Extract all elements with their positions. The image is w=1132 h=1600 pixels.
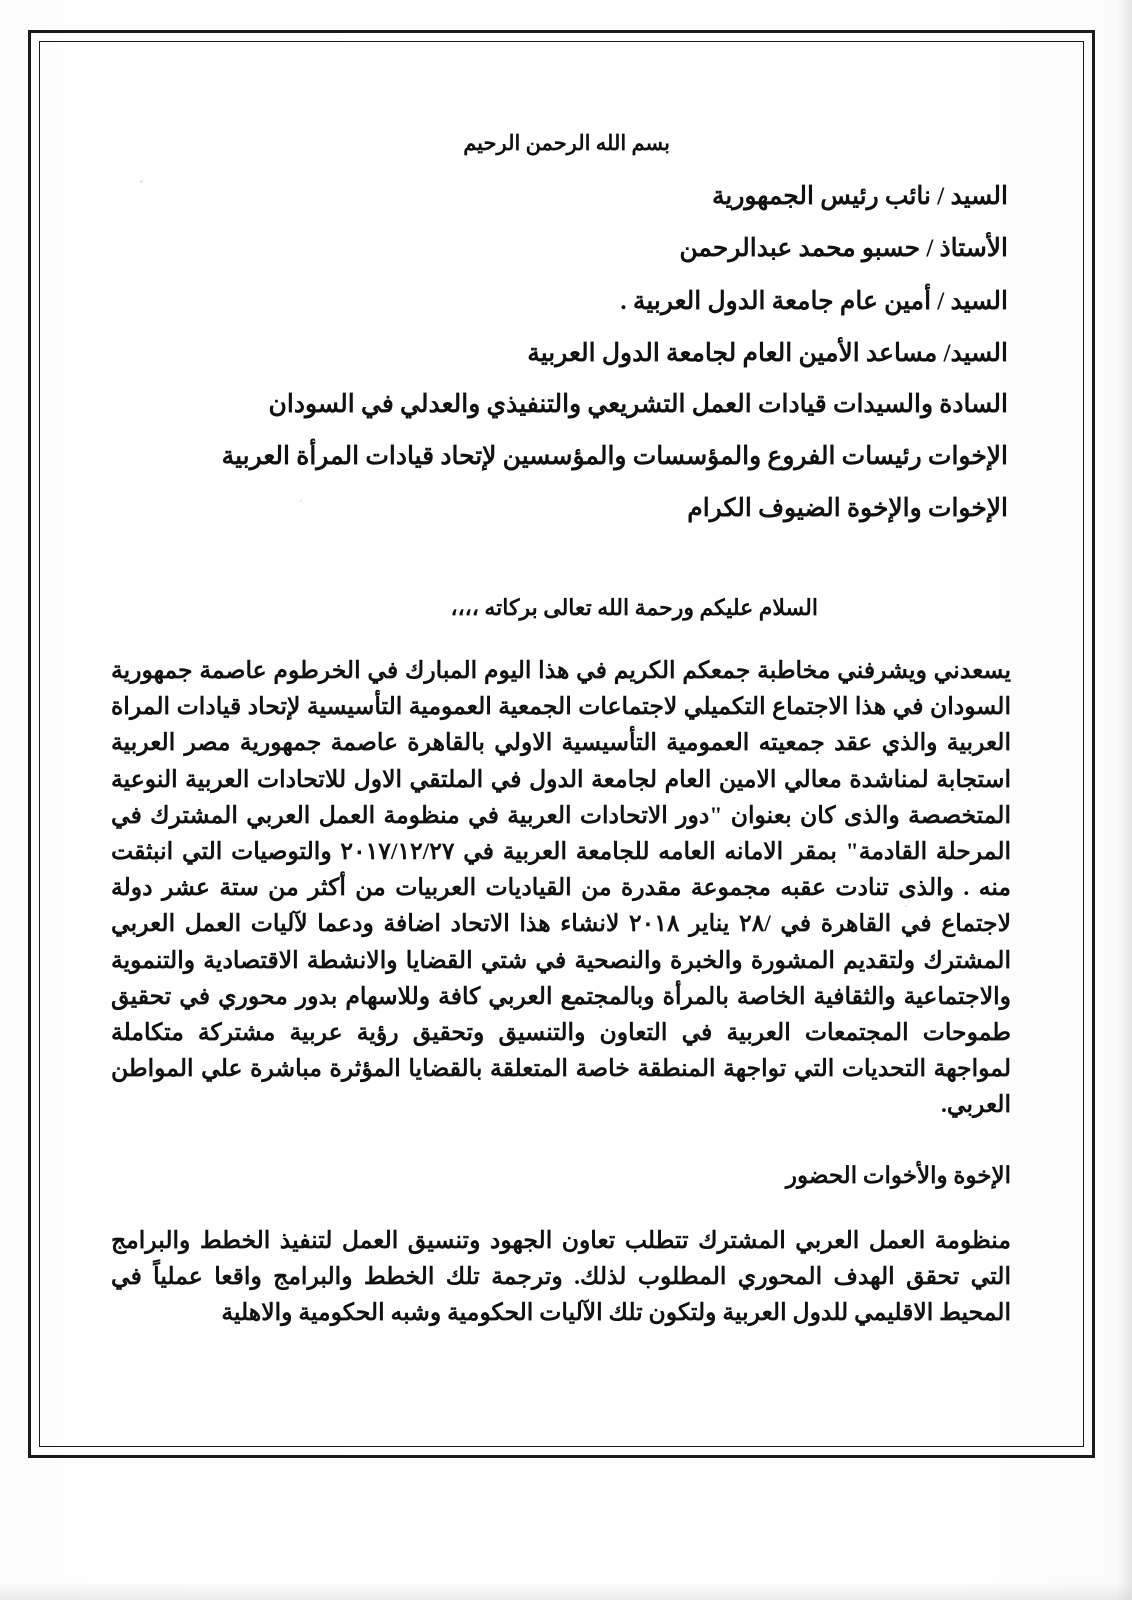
- basmala-line: بسم الله الرحمن الرحيم: [463, 131, 670, 155]
- scan-edge-shadow-right: [1116, 0, 1132, 1600]
- body-paragraph-second: منظومة العمل العربي المشترك تتطلب تعاون الجهود وتنسيق العمل لتنفيذ الخطط والبرامج التي تحقق الهدف المحوري المطلوب لذلك. وترجمة تلك الخطط والبرامج واقعا عملياً في المحيط الاقليمي للدول العربية ولتكون تلك الآليات الحكومية وشبه الحكومية والاهلية: [111, 1228, 1011, 1327]
- addressee-line-1: السيد / نائب رئيس الجمهورية: [711, 183, 1008, 210]
- scan-speck: [905, 905, 907, 907]
- addressee-line-5: السادة والسيدات قيادات العمل التشريعي والتنفيذي والعدلي في السودان: [268, 391, 1008, 418]
- document-content: [55, 55, 1068, 1433]
- addressee-line-7: الإخوات والإخوة الضيوف الكرام: [687, 495, 1008, 522]
- body-paragraph-main: يسعدني ويشرفني مخاطبة جمعكم الكريم في هذا اليوم المبارك في الخرطوم عاصمة جمهورية السودان في هذا الاجتماع التكميلي لاجتماعات الجمعية العمومية التأسيسية لإتحاد قيادات المراة العربية والذي عقد جمعيته العمومية التأسيسية الاولي بالقاهرة عاصمة جمهورية مصر العربية استجابة لمناشدة معالي الامين العام لجامعة الدول في الملتقي الاول للاتحادات العربية النوعية المتخصصة والذى كان بعنوان "دور الاتحادات العربية في منظومة العمل العربي المشترك في المرحلة القادمة" بمقر الامانه العامه للجامعة العربية في ٢٠١٧/١٢/٢٧ والتوصيات التي انبثقت منه . والذى تنادت عقبه مجموعة مقدرة من القياديات العربيات من أكثر من ستة عشر دولة لاجتماع في القاهرة في /٢٨ يناير ٢٠١٨ لانشاء هذا الاتحاد اضافة ودعما لآليات العمل العربي المشترك ولتقديم المشورة والخبرة والنصحية في شتي القضايا والانشطة الاقتصادية والتنموية والاجتماعية والثقافية الخاصة بالمرأة وبالمجتمع العربي كافة وللاسهام بدور محوري في تحقيق طموحات المجتمعات العربية في التعاون والتنسيق وتحقيق رؤية عربية مشتركة متكاملة لمواجهة التحديات التي تواجهة المنطقة خاصة المتعلقة بالقضايا المؤثرة مباشرة علي المواطن العربي.: [111, 658, 1012, 1119]
- scan-edge-shadow-bottom: [0, 1582, 1132, 1600]
- section-heading-attendees: الإخوة والأخوات الحضور: [785, 1163, 1011, 1188]
- addressee-line-3: السيد / أمين عام جامعة الدول العربية .: [620, 288, 1008, 315]
- addressee-line-4: السيد/ مساعد الأمين العام لجامعة الدول العربية: [527, 340, 1008, 367]
- addressee-line-2: الأستاذ / حسبو محمد عبدالرحمن: [679, 235, 1008, 262]
- addressee-line-6: الإخوات رئيسات الفروع والمؤسسات والمؤسسين لإتحاد قيادات المرأة العربية: [221, 443, 1008, 470]
- salutation-line: السلام عليكم ورحمة الله تعالى بركاته ،،،،: [450, 595, 818, 620]
- scan-speck: [140, 180, 143, 183]
- scan-speck: [300, 500, 302, 502]
